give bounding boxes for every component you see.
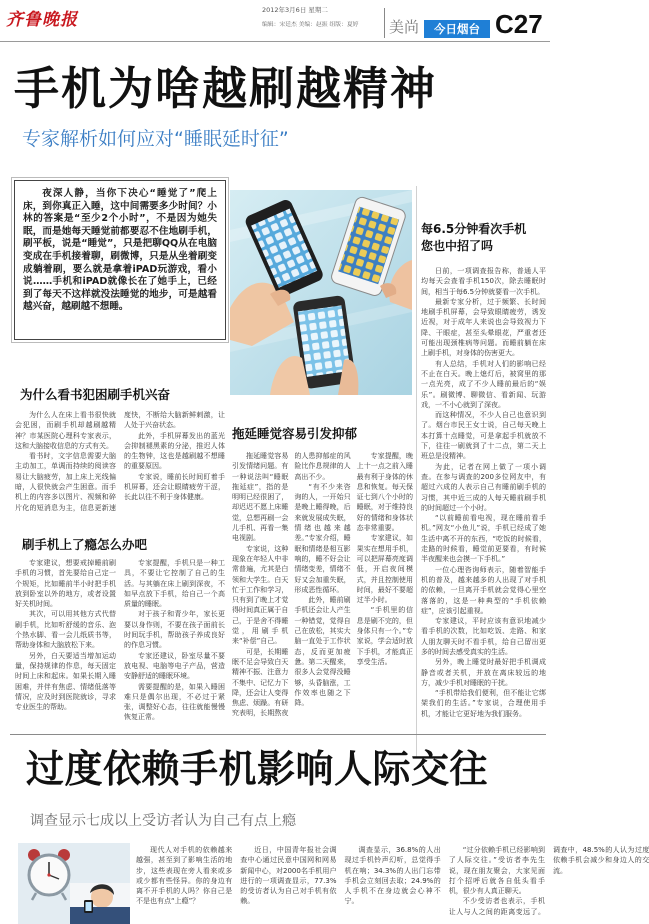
paragraph: “手机里的信息是刷不完的，但身体只有一个。”专家说，学会适时放下手机，才能真正享受生活。	[356, 606, 413, 666]
sidebar-body	[421, 266, 546, 758]
lead-intro-box: 夜深人静，当你下决心“睡觉了”爬上床，到你真正入睡，这中间需要多少时间？小林的答案是“至少2个小时”，不是因为她失眠，而是她每天睡觉前都要忍不住地刷手机，刷平板，说是“睡觉”，只是把聊QQ从在电脑变成在手机接着聊，刷微博，只是从坐着刷变成躺着刷，要么就是拿着iPAD玩游戏，看小说……手机和iPAD就像长在了她手上，已经到了每天不这样就没法睡觉的地步，可是越看越兴奋，越刷越不想睡。	[14, 180, 226, 340]
masthead-divider	[384, 8, 385, 38]
paragraph: 专家建议，如果实在想用手机，可以把屏幕亮度调低，开启夜间模式，并且控制使用时间，最好不要超过半小时。	[356, 534, 413, 605]
paragraph: 专家还建议，卧室尽量不要放电视、电脑等电子产品，营造安静舒适的睡眠环境。	[124, 651, 225, 681]
phones-in-hands-photo	[230, 190, 412, 395]
paragraph: 对于孩子和青少年，家长更要以身作则，不要在孩子面前长时间玩手机，帮助孩子养成良好的作息习惯。	[124, 610, 225, 650]
paragraph: 专家建议，平时应该有意识地减少看手机的次数，比如吃饭、走路、和家人朋友聊天时不看手机，给自己留出更多的时间去感受真实的生活。	[421, 617, 546, 656]
paragraph: 可是，长期睡眠不足会导致白天精神不振、注意力不集中、记忆力下降，还会让人变得焦虑、烦躁。有研究表明，长期熬夜的人患抑郁症的风险比作息规律的人高出不少。	[232, 452, 351, 718]
second-subhead: 调查显示七成以上受访者认为自己有点上瘾	[30, 813, 296, 829]
paragraph: 不少受访者也表示，手机让人与人之间的距离变远了。调查中，48.5%的人认为过度依赖手机会减少和身边人的交流。	[448, 846, 649, 916]
paragraph: 专家说，睡前长时间盯着手机屏幕，还会让眼睛疲劳干涩，长此以往不利于身体健康。	[124, 472, 225, 502]
sidebar-title-line2: 您也中招了吗	[421, 239, 494, 253]
paragraph: 为什么人在床上看书很快就会犯困，而刷手机却越刷越精神？市某医院心理科专家表示，这和大脑接收信息的方式有关。	[15, 411, 116, 450]
paragraph: 另外，晚上睡觉时最好把手机调成静音或者关机，并放在离床较远的地方，减少手机对睡眠的干扰。	[421, 658, 546, 687]
paragraph: 其次，可以用其他方式代替刷手机，比如听舒缓的音乐、泡个热水脚、看一会儿纸质书等，帮助身体和大脑放松下来。	[15, 610, 116, 650]
paragraph: 专家提醒，手机只是一种工具，不要让它控制了自己的生活。与其躺在床上刷到深夜，不如早点放下手机，给自己一个高质量的睡眠。	[124, 559, 225, 609]
paragraph: 近日，中国青年报社会调查中心通过民意中国网和网易新闻中心，对2000名手机用户进行的一项调查显示，77.3%的受访者认为自己对手机有依赖。	[240, 846, 337, 906]
paragraph: 调查显示，36.8%的人出现过手机铃声幻听，总觉得手机在响；34.3%的人出门忘带手机会立刻回去取；24.9%的人手机不在身边就会心神不宁。	[344, 846, 441, 906]
lead-headline: 手机为啥越刷越精神	[14, 62, 438, 115]
sleeping-person-graphic	[70, 883, 130, 924]
lead-subhead: 专家解析如何应对“睡眠延时征”	[22, 128, 289, 150]
article-separator	[10, 734, 546, 735]
paragraph: 拖延睡觉容易引发情绪问题。有一种说法叫“睡眠拖延症”，指的是明明已经很困了，却迟迟不愿上床睡觉，总想再刷一会儿手机、再看一集电视剧。	[232, 452, 289, 543]
masthead-rule	[0, 41, 550, 42]
sidebar-title-line1: 每6.5分钟看次手机	[421, 222, 527, 236]
section-name: 美尚	[389, 18, 420, 36]
paragraph: 专家提醒，晚上十一点之前入睡最有利于身体的休息和恢复。每天保证七到八个小时的睡眠，对于维持良好的情绪和身体状态非常重要。	[356, 452, 413, 533]
paragraph: 为此，记者在网上做了一项小调查。在参与调查的200多位网友中，有超过六成的人表示自己有睡前刷手机的习惯，其中近三成的人每天睡前刷手机的时间超过一个小时。	[421, 462, 546, 512]
paragraph: 最新专家分析，过于频繁、长时间地刷手机屏幕，会导致眼睛疲劳，诱发近视，对于成年人来说也会导致视力下降、干眼症，甚至头晕眼花，严重者还可能出现颈椎病等问题。而睡前躺在床上刷手机，对身体的伤害更大。	[421, 297, 546, 358]
paragraph: “手机带给我们便利，但不能让它绑架我们的生活。”专家说，合理使用手机，才能让它更好地为我们服务。	[421, 689, 546, 718]
why-section-body	[15, 410, 225, 533]
depression-section-title: 拖延睡觉容易引发抑郁	[232, 426, 358, 441]
paragraph: 另外，白天要适当增加运动量，保持规律的作息，每天固定时间上床和起床。如果长期入睡困难，并伴有焦虑、情绪低落等情况，应及时到医院就诊，寻求专业医生的帮助。	[15, 651, 116, 712]
addiction-section-body	[15, 558, 225, 723]
paragraph: “以前睡前看电视，现在睡前看手机。”网友“小鱼儿”说，手机已经成了她生活中离不开的东西，“吃饭的时候看，走路的时候看，睡觉前更要看，有时候半夜醒来也会摸一下手机。”	[421, 514, 546, 564]
why-section-title: 为什么看书犯困刷手机兴奋	[20, 387, 171, 402]
newspaper-logo: 齐鲁晚报	[6, 10, 78, 30]
paragraph: 此外，睡前刷手机还会让人产生一种错觉，觉得自己在放松，其实大脑一直处于工作状态，反而更加疲惫。第二天醒来，很多人会觉得没睡够，头昏脑涨，工作效率也随之下降。	[294, 596, 351, 708]
paragraph: 看书时，文字信息需要大脑主动加工，单调而持续的阅读容易让大脑疲劳，加上床上光线偏暗，人很快就会产生困意。而手机上的内容多以图片、视频和碎片化的短消息为主，信息更新速度快，不断给大脑新鲜刺激，让人处于兴奋状态。	[15, 411, 225, 512]
paragraph: 此外，手机屏幕发出的蓝光会抑制褪黑素的分泌，推迟人体的生物钟，这也是越刷越不想睡的重要原因。	[124, 431, 225, 471]
edition-badge: 今日烟台	[424, 20, 490, 38]
depression-section-body	[232, 451, 413, 723]
issue-date: 2012年3月6日 星期二	[262, 6, 328, 14]
alarm-clock-sleeper-photo	[18, 843, 130, 924]
sidebar-divider	[416, 186, 417, 758]
page-number: C27	[495, 9, 543, 39]
paragraph: 专家说，这种现象在年轻人中非常普遍，尤其是白领和大学生。白天忙于工作和学习，只有到了晚上才觉得时间真正属于自己，于是舍不得睡觉，用刷手机来“补偿”自己。	[232, 544, 289, 646]
paragraph: 日前，一项调查报告称，普通人平均每天会查看手机150次，除去睡眠时间，相当于每6.5分钟就要看一次手机。	[421, 267, 546, 296]
paragraph: “过分依赖手机已经影响到了人际交往。”受访者李先生说，现在朋友聚会，大家见面打个招呼后就各自低头看手机，很少有人真正聊天。	[448, 846, 545, 896]
paragraph: 有人总结，手机对人们的影响已经不止在白天。晚上熄灯后，被窝里的那一点光亮，成了不少人睡前最后的“娱乐”。刷微博、聊微信、看新闻、玩游戏，一不小心就到了深夜。	[421, 359, 546, 409]
paragraph: “有不少来咨询的人，一开始只是晚上睡得晚，后来就发展成失眠，情绪也越来越差。”专家介绍，睡眠和情绪是相互影响的，睡不好会让情绪变差，情绪不好又会加重失眠，形成恶性循环。	[294, 482, 351, 594]
editor-credits: 编辑：宋廷杰 美编：赵振 组版：夏婷	[262, 22, 359, 28]
second-article-body	[136, 845, 649, 924]
paragraph: 专家建议，想要戒掉睡前刷手机的习惯，首先要给自己定一个规矩，比如睡前半小时把手机放到卧室以外的地方，或者设置好关机时间。	[15, 559, 116, 609]
second-headline: 过度依赖手机影响人际交往	[26, 747, 489, 791]
paragraph: 需要提醒的是，如果入睡困难只是偶尔出现，不必过于紧张，调整好心态，往往就能慢慢恢复正常。	[124, 682, 225, 722]
paragraph: 一位心理咨询师表示，随着智能手机的普及，越来越多的人出现了对手机的依赖，一旦离开手机就会觉得心里空落落的，这是一种典型的“手机依赖症”，应该引起重视。	[421, 565, 546, 615]
paragraph: 而这种情况，不少人自己也意识到了。烟台市民王女士说，自己每天晚上本打算十点睡觉，可是拿起手机就放不下，往往一刷就到了十二点，第二天上班总是没精神。	[421, 411, 546, 461]
addiction-section-title: 刷手机上了瘾怎么办吧	[22, 537, 148, 552]
paragraph: 现代人对手机的依赖越来越强，甚至到了影响生活的地步，这些表现在旁人看来或多或少都有些怪异。你的身边有离不开手机的人吗？你自己是不是也有点“上瘾”？	[136, 846, 233, 906]
